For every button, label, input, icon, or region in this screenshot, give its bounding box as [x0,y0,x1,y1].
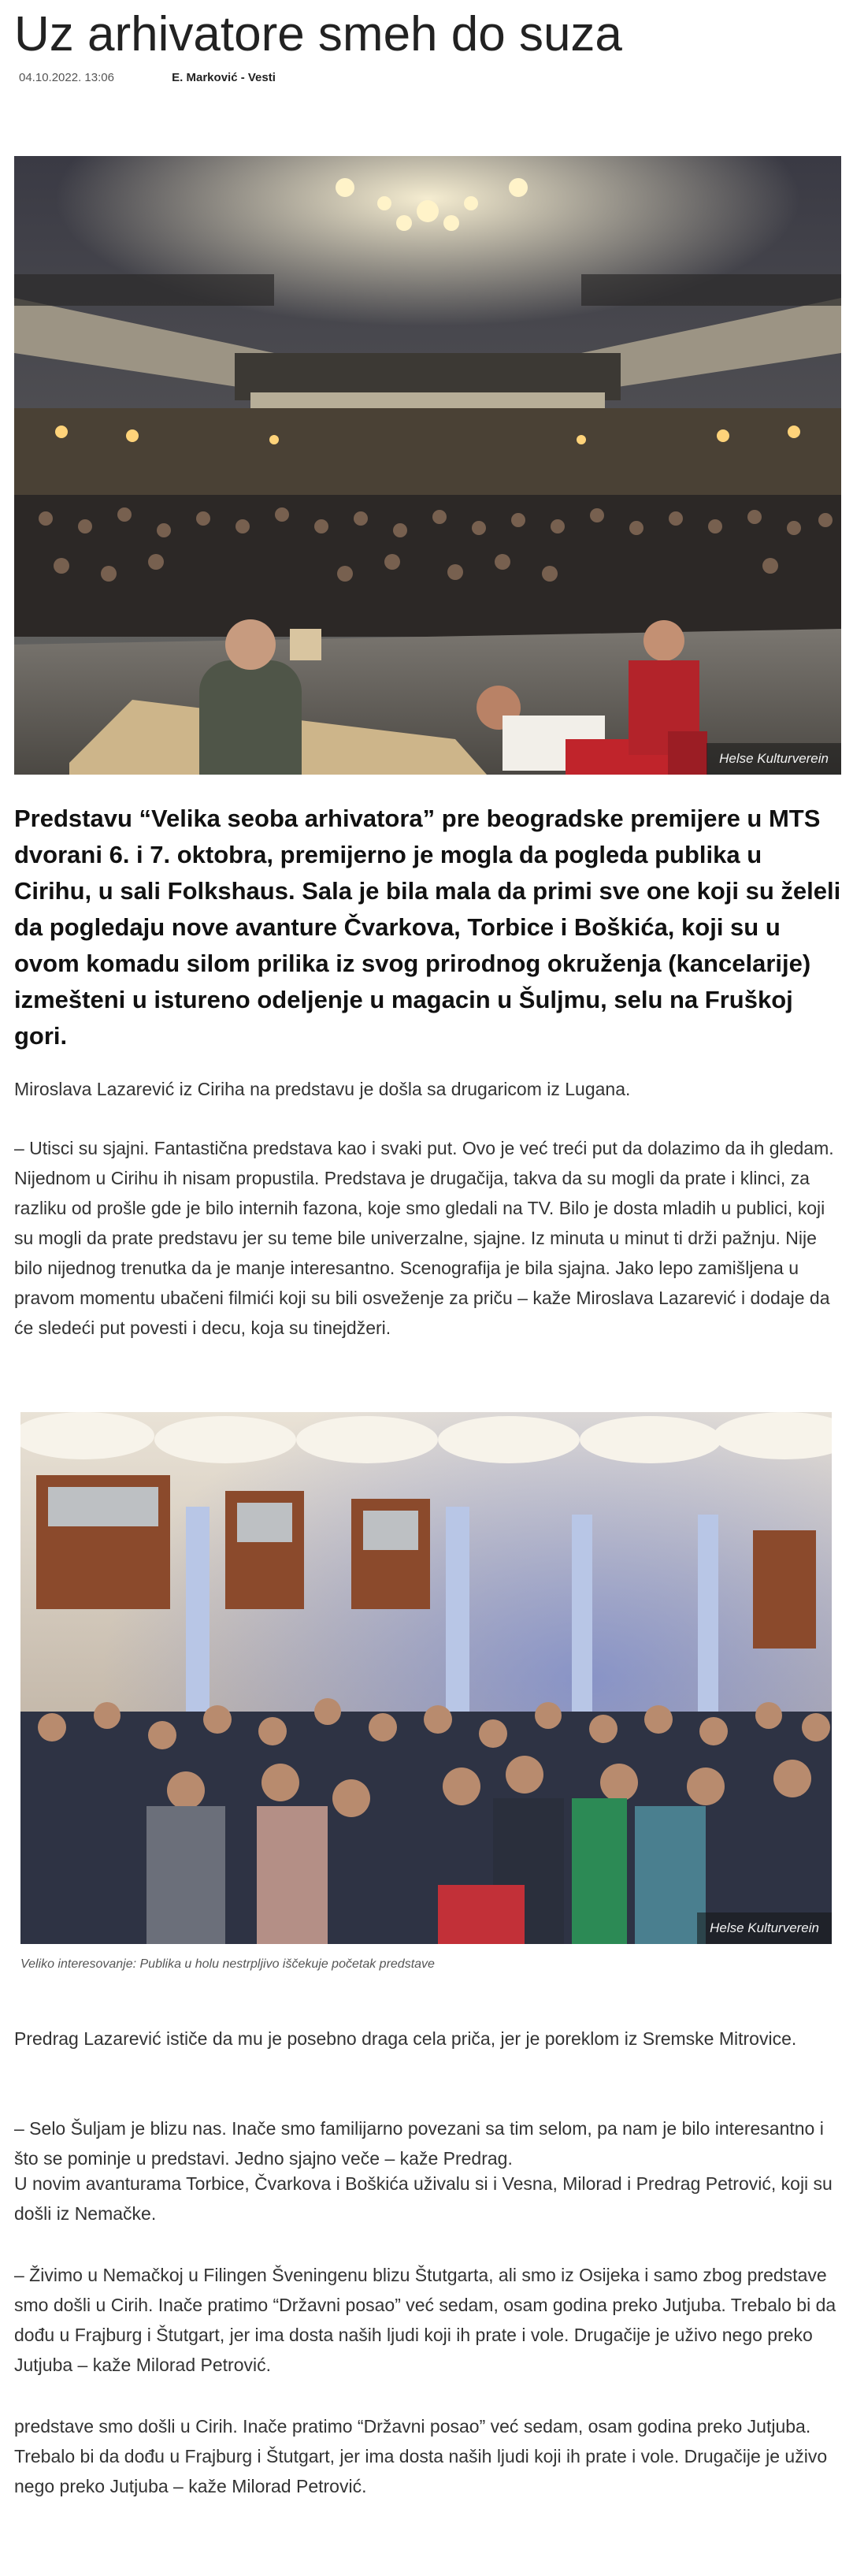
stage-photo-image [14,156,841,775]
photo-credit: Helse Kulturverein [707,743,841,775]
paragraph: Miroslava Lazarević iz Ciriha na predstavu je došla sa drugaricom iz Lugana. [14,1079,631,1099]
paragraph: – Utisci su sjajni. Fantastična predstava kao i svaki put. Ovo je već treći put da dolazimo da ih gledam. Nijednom u Cirihu ih nisam propustila. Predstava je drugačija, takva da su mogli da prate i klinci, za razliku od prošle gde je bilo internih fazona, koje smo gledali na TV. Bilo je dosta mladih u publici, koji su mogli da prate predstavu jer su teme bile univerzalne, sjajne. Iz minuta u minut ti drži pažnju. Nije bilo nijednog trenutka da je manje interesantno. Scenografija je bila sjajna. Jako lepo zamišljena u pravom momentu ubačeni filmići koji su bili osveženje za priču – kaže Miroslava Lazarević i dodaje da će sledeći put povesti i decu, koja su tinejdžeri. [14,1138,834,1338]
publish-date: 04.10.2022. 13:06 [19,71,114,84]
paragraph: U novim avanturama Torbice, Čvarkova i Boškića uživalu si i Vesna, Milorad i Predrag Petrović, koji su došli iz Nemačke. [14,2173,833,2224]
photo-caption: Veliko interesovanje: Publika u holu nestrpljivo iščekuje početak predstave [20,1957,435,1971]
foyer-photo [20,1412,832,1944]
article-lead: Predstavu “Velika seoba arhivatora” pre beogradske premijere u MTS dvorani 6. i 7. oktobra, premijerno je mogla da pogleda publika u Cirihu, u sali Folkshaus. Sala je bila mala da primi sve one koji su želeli da pogledaju nove avanture Čvarkova, Torbice i Boškića, koji su u ovom komadu silom prilika iz svog prirodnog okruženja (kancelarije) izmešteni u istureno odeljenje u magacin u Šuljmu, selu na Fruškoj gori. [14,805,841,1050]
paragraph: – Živimo u Nemačkoj u Filingen Šveningenu blizu Štutgarta, ali smo iz Osijeka i samo zbog predstave smo došli u Cirih. Inače pratimo “Državni posao” već sedam, osam godina preko Jutjuba. Trebalo bi da dođu u Frajburg i Štutgart, jer ima dosta naših ljudi koji ih prate i vole. Drugačije je uživo nego preko Jutjuba – kaže Milorad Petrović. [14,2265,836,2375]
paragraph: predstave smo došli u Cirih. Inače pratimo “Državni posao” već sedam, osam godina preko Jutjuba. Trebalo bi da dođu u Frajburg i Štutgart, jer ima dosta naših ljudi koji ih prate i vole. Drugačije je uživo nego preko Jutjuba – kaže Milorad Petrović. [14,2416,828,2496]
paragraph: – Selo Šuljam je blizu nas. Inače smo familijarno povezani sa tim selom, pa nam je bilo interesantno i što se pominje u predstavi. Jedno sjajno veče – kaže Predrag. [14,2118,824,2169]
author-byline[interactable]: E. Marković - Vesti [172,71,276,84]
foyer-photo-image [20,1412,832,1944]
photo-credit: Helse Kulturverein [697,1912,832,1944]
article-headline: Uz arhivatore smeh do suza [14,7,622,61]
paragraph: Predrag Lazarević ističe da mu je posebno draga cela priča, jer je poreklom iz Sremske Mitrovice. [14,2028,797,2049]
article-meta [19,71,276,84]
stage-photo [14,156,841,775]
